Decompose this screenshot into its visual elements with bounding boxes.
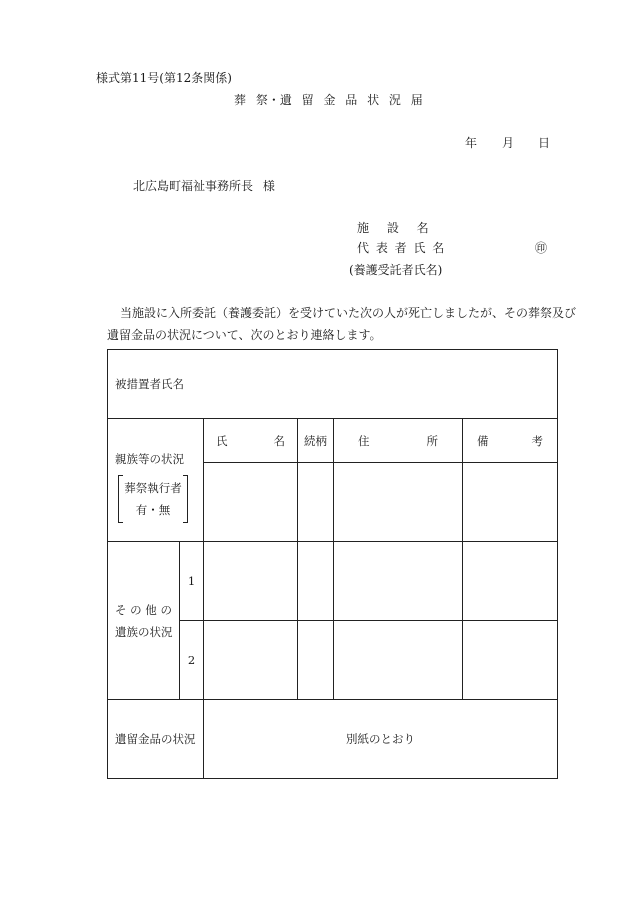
date-day: 日 [538,136,551,150]
other-relative-1-relation-cell[interactable] [298,542,334,621]
other-relative-2-relation-cell[interactable] [298,621,334,700]
other-relatives-label-cell [108,542,180,700]
relatives-status-cell [108,419,204,542]
seal-mark: ㊞ [535,241,548,255]
other-relative-2-remarks-cell[interactable] [463,621,558,700]
form-title: 葬 祭・遺 留 金 品 状 況 届 [234,93,423,107]
property-status-label: 遺留金品の状況 [108,700,204,779]
body-text-line-1: 当施設に入所委託（養護委託）を受けていた次の人が死亡しましたが、その葬祭及び [120,306,577,320]
other-relatives-label-2: 遺族の状況 [115,624,173,639]
col-header-address: 住 所 [334,419,463,463]
other-relative-1-name-cell[interactable] [204,542,298,621]
relatives-status-label: 親族等の状況 [115,452,184,466]
property-status-value: 別紙のとおり [204,700,558,779]
other-relatives-label-1: そ の 他 の [115,602,172,617]
form-number: 様式第11号(第12条関係) [96,71,232,85]
status-table [107,349,558,779]
representative-name-label: 代 表 者 氏 名 [357,241,445,255]
other-relative-2-name-cell[interactable] [204,621,298,700]
person-name-label: 被措置者氏名 [108,350,558,419]
date-year: 年 [465,136,478,150]
col-header-remarks: 備 考 [463,419,558,463]
guardian-name-label: (養護受託者氏名) [349,263,443,277]
funeral-executor-bracket [118,475,188,523]
other-relative-1-address-cell[interactable] [334,542,463,621]
facility-name-label: 施 設 名 [357,221,429,235]
other-relative-1-remarks-cell[interactable] [463,542,558,621]
funeral-executor-label: 葬祭執行者 [124,481,182,495]
col-header-relation: 続柄 [298,419,334,463]
relative-name-cell[interactable] [204,463,298,542]
funeral-executor-yes-no: 有・無 [135,503,171,517]
relative-address-cell[interactable] [334,463,463,542]
body-text-line-2: 遺留金品の状況について、次のとおり連絡します。 [107,328,382,342]
row-number-1: 1 [180,542,204,621]
other-relative-2-address-cell[interactable] [334,621,463,700]
col-header-name: 氏 名 [204,419,298,463]
relative-remarks-cell[interactable] [463,463,558,542]
relative-relation-cell[interactable] [298,463,334,542]
row-number-2: 2 [180,621,204,700]
addressee: 北広島町福祉事務所長 様 [133,179,275,193]
date-month: 月 [502,136,515,150]
